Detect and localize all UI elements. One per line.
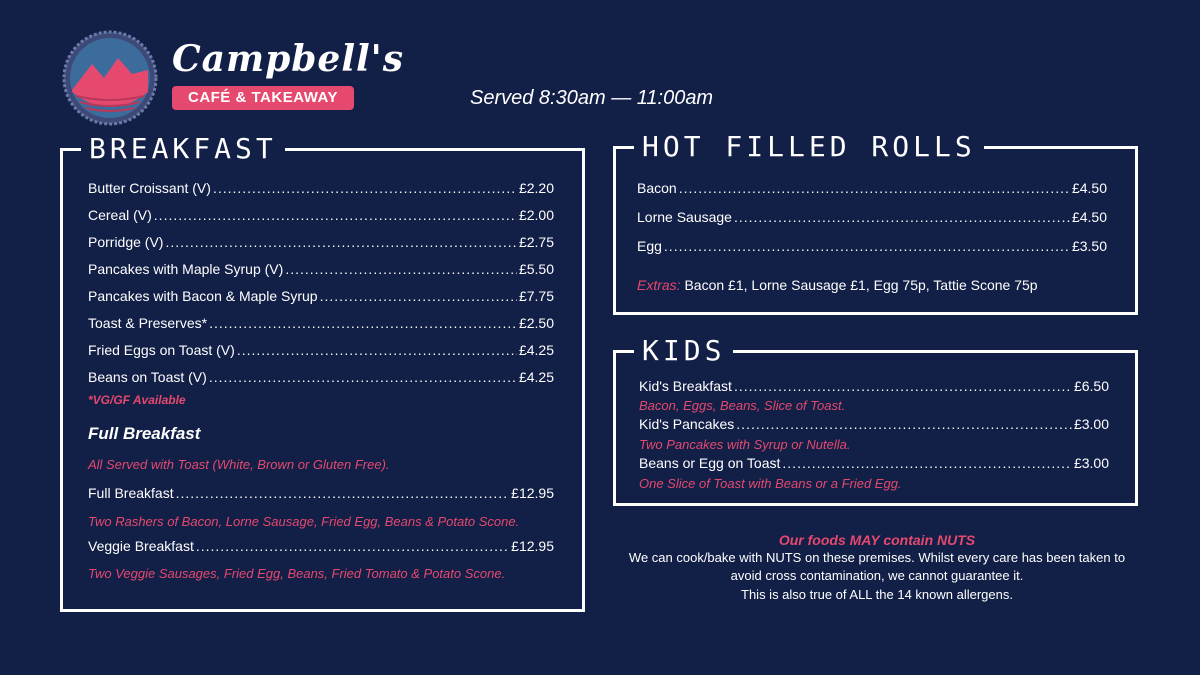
item-price: £6.50 [1073, 378, 1109, 394]
item-name: Toast & Preserves* [88, 315, 208, 331]
menu-item [88, 180, 554, 196]
logo-icon [62, 30, 158, 126]
item-name: Cereal (V) [88, 207, 152, 223]
menu-item [88, 261, 554, 277]
item-price: £4.50 [1071, 180, 1107, 196]
item-name: Veggie Breakfast [88, 538, 194, 554]
full-breakfast-note: All Served with Toast (White, Brown or Gluten Free). [88, 457, 390, 472]
extras-line [637, 277, 1038, 293]
full-breakfast-heading: Full Breakfast [88, 424, 201, 443]
item-price: £7.75 [518, 288, 554, 304]
menu-item [88, 288, 554, 304]
allergy-text: We can cook/bake with NUTS on these premises. Whilst every care has been taken to avoid cross contamination, we cannot guarantee it. [628, 550, 1126, 583]
served-hours: Served 8:30am — 11:00am [470, 87, 714, 109]
item-name: Lorne Sausage [637, 209, 732, 225]
item-name: Beans or Egg on Toast [639, 455, 781, 471]
allergy-text-secondary: This is also true of ALL the 14 known allergens. [741, 587, 1013, 602]
item-name: Butter Croissant (V) [88, 180, 211, 196]
item-name: Beans on Toast (V) [88, 369, 207, 385]
item-name: Fried Eggs on Toast (V) [88, 342, 235, 358]
item-description: Two Rashers of Bacon, Lorne Sausage, Fried Egg, Beans & Potato Scone. [88, 514, 520, 529]
menu-item [639, 378, 1109, 394]
item-price: £2.75 [518, 234, 554, 250]
brand-name: Campbell's [172, 38, 404, 80]
menu-item [88, 234, 554, 250]
menu-item [88, 315, 554, 331]
item-price: £4.50 [1071, 209, 1107, 225]
item-price: £12.95 [511, 485, 554, 501]
allergy-title: Our foods MAY contain NUTS [778, 532, 976, 548]
menu-item [88, 207, 554, 223]
extras-label: Extras: [637, 277, 681, 293]
brand-subtitle: CAFÉ & TAKEAWAY [172, 86, 354, 110]
item-name: Bacon [637, 180, 677, 196]
kids-title: KIDS [634, 331, 733, 371]
menu-item [637, 209, 1107, 225]
breakfast-title: BREAKFAST [81, 129, 285, 169]
menu-item [88, 369, 554, 385]
item-price: £2.20 [518, 180, 554, 196]
item-name: Pancakes with Maple Syrup (V) [88, 261, 284, 277]
item-price: £2.00 [518, 207, 554, 223]
item-description: Two Pancakes with Syrup or Nutella. [639, 437, 851, 452]
menu-item [639, 416, 1109, 432]
item-description: One Slice of Toast with Beans or a Fried Egg. [639, 476, 902, 491]
item-description: Two Veggie Sausages, Fried Egg, Beans, Fried Tomato & Potato Scone. [88, 566, 506, 581]
item-price: £12.95 [511, 538, 554, 554]
item-price: £4.25 [518, 342, 554, 358]
item-name: Egg [637, 238, 662, 254]
item-name: Kid's Pancakes [639, 416, 735, 432]
extras-text: Bacon £1, Lorne Sausage £1, Egg 75p, Tattie Scone 75p [684, 277, 1038, 293]
rolls-title: HOT FILLED ROLLS [634, 127, 984, 167]
item-name: Full Breakfast [88, 485, 174, 501]
item-price: £5.50 [518, 261, 554, 277]
item-price: £3.00 [1073, 416, 1109, 432]
menu-item [88, 538, 554, 554]
menu-item [637, 238, 1107, 254]
item-price: £4.25 [518, 369, 554, 385]
menu-item [637, 180, 1107, 196]
item-name: Porridge (V) [88, 234, 164, 250]
vegan-gf-note: *VG/GF Available [88, 393, 186, 407]
item-price: £3.00 [1073, 455, 1109, 471]
item-price: £3.50 [1071, 238, 1107, 254]
item-name: Pancakes with Bacon & Maple Syrup [88, 288, 318, 304]
menu-item [88, 485, 554, 501]
menu-item [88, 342, 554, 358]
item-description: Bacon, Eggs, Beans, Slice of Toast. [639, 398, 846, 413]
item-price: £2.50 [518, 315, 554, 331]
menu-item [639, 455, 1109, 471]
item-name: Kid's Breakfast [639, 378, 732, 394]
